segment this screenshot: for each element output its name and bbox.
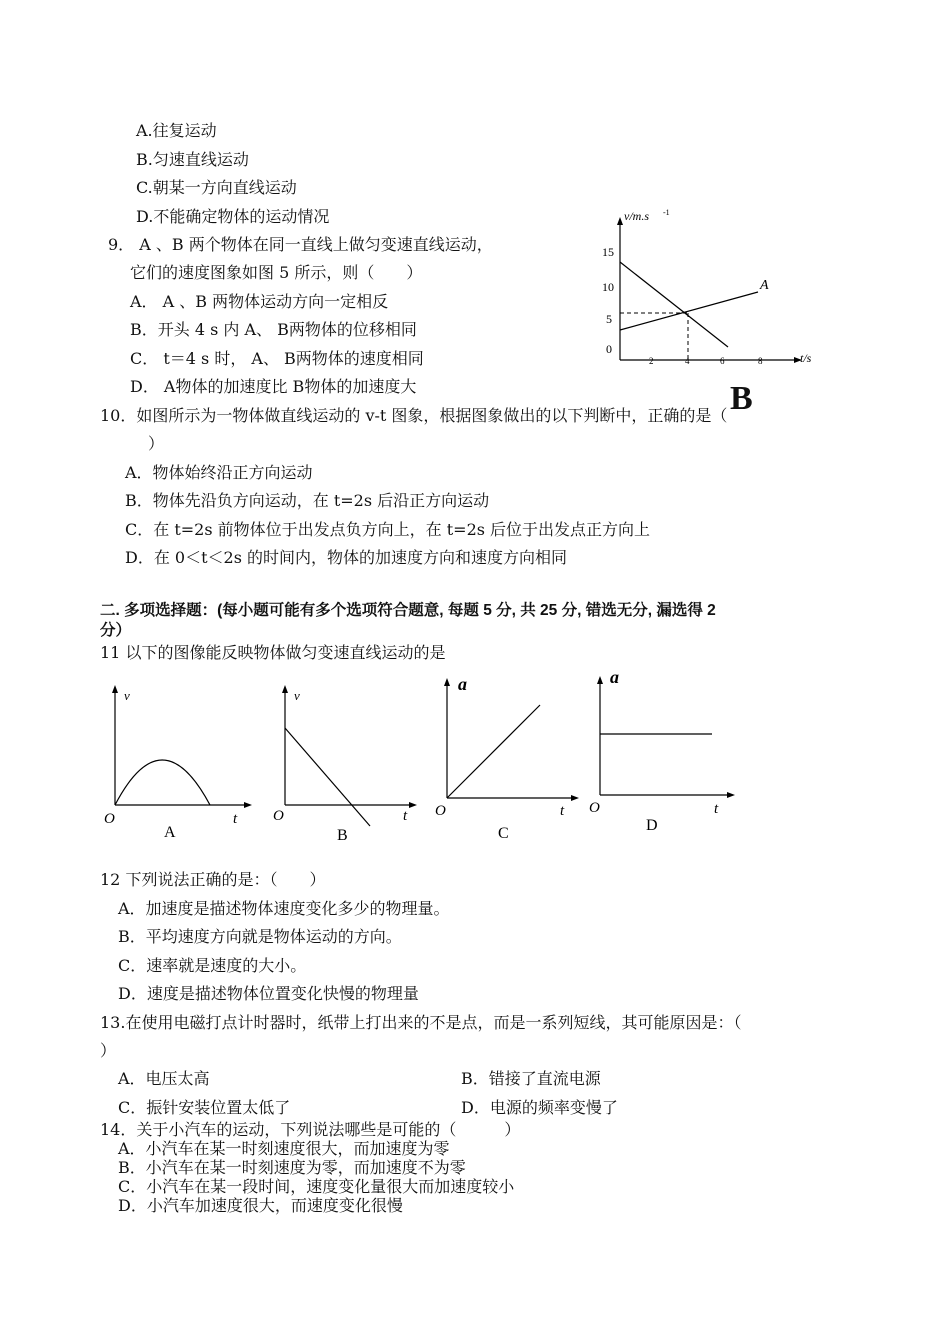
- q9-option-c: C． t＝4 s 时， A、 B两物体的速度相同: [130, 349, 424, 368]
- q13-option-c: C．振针安装位置太低了: [118, 1098, 291, 1117]
- section2-heading-line2: 分）: [100, 622, 132, 639]
- q11-a-y-label: v: [124, 688, 130, 703]
- q10-stem-line2: ）: [148, 434, 165, 453]
- q11-b-line: [285, 728, 370, 826]
- q12-option-a: A．加速度是描述物体速度变化多少的物理量。: [118, 899, 450, 918]
- q9-x-tick-6: 6: [720, 356, 725, 366]
- q13-option-d: D．电源的频率变慢了: [461, 1098, 618, 1117]
- q8-option-d: D.不能确定物体的运动情况: [136, 207, 330, 226]
- q13-stem-line2: ）: [100, 1041, 117, 1060]
- q14-option-b: B．小汽车在某一时刻速度为零，而加速度不为零: [118, 1158, 466, 1177]
- q10-option-c: C．在 t=2s 前物体位于出发点负方向上，在 t=2s 后位于出发点正方向上: [125, 520, 651, 539]
- q9-option-a: A． A 、B 两物体运动方向一定相反: [130, 292, 389, 311]
- q11-d-label: D: [646, 817, 658, 834]
- q9-line-a: [620, 292, 758, 330]
- q10-option-b: B．物体先沿负方向运动，在 t=2s 后沿正方向运动: [125, 491, 490, 510]
- q11-a-origin: O: [104, 811, 115, 827]
- q9-y-tick-10: 10: [602, 280, 614, 294]
- q11-c-line: [447, 705, 540, 798]
- q12-option-b: B．平均速度方向就是物体运动的方向。: [118, 927, 402, 946]
- q12-option-c: C．速率就是速度的大小。: [118, 956, 307, 975]
- q11-c-label: C: [498, 825, 509, 842]
- q14-stem: 14．关于小汽车的运动，下列说法哪些是可能的（ ）: [100, 1120, 521, 1139]
- q11-graph-d: [588, 665, 748, 840]
- q12-stem: 12 下列说法正确的是：（ ）: [100, 870, 326, 889]
- q11-graph-b: [270, 680, 430, 845]
- q9-y-axis-label: v/m.s: [624, 209, 649, 223]
- q9-option-b: B．开头 4 s 内 A、 B两物体的位移相同: [130, 320, 417, 339]
- q8-option-c: C.朝某一方向直线运动: [136, 178, 297, 197]
- q13-option-a: A．电压太高: [118, 1069, 210, 1088]
- q11-a-x-label: t: [233, 811, 238, 827]
- section2-heading-line1: 二. 多项选择题：(每小题可能有多个选项符合题意, 每题 5 分, 共 25 分, 错选无分, 漏选得 2: [100, 602, 716, 619]
- q9-x-tick-4: 4: [685, 356, 690, 366]
- q11-graph-c: [432, 670, 592, 845]
- q8-option-b: B.匀速直线运动: [136, 150, 249, 169]
- q13-stem-line1: 13.在使用电磁打点计时器时，纸带上打出来的不是点，而是一系列短线，其可能原因是：（: [100, 1013, 742, 1032]
- q11-b-label: B: [337, 827, 348, 844]
- q12-option-d: D．速度是描述物体位置变化快慢的物理量: [118, 984, 419, 1003]
- q9-line-b-label: B: [730, 380, 753, 417]
- q9-line-a-label: A: [760, 278, 769, 293]
- q11-c-x-label: t: [560, 803, 565, 819]
- q9-y-axis-sup: -1: [663, 208, 670, 217]
- q14-option-d: D．小汽车加速度很大，而速度变化很慢: [118, 1196, 403, 1215]
- q8-option-a: A.往复运动: [136, 121, 217, 140]
- q10-option-d: D．在 0＜t＜2s 的时间内，物体的加速度方向和速度方向相同: [125, 548, 568, 567]
- q11-d-x-label: t: [714, 801, 719, 817]
- q11-b-origin: O: [273, 808, 284, 824]
- q9-velocity-graph: [590, 205, 830, 380]
- q11-b-x-label: t: [403, 808, 408, 824]
- q11-c-y-label: a: [458, 674, 467, 694]
- q9-option-d: D． A物体的加速度比 B物体的加速度大: [130, 377, 417, 396]
- q9-y-tick-5: 5: [606, 312, 612, 326]
- q11-d-origin: O: [589, 800, 600, 816]
- q9-x-axis-label: t/s: [800, 351, 812, 365]
- q10-option-a: A．物体始终沿正方向运动: [125, 463, 313, 482]
- q9-stem-line1: 9． A 、B 两个物体在同一直线上做匀变速直线运动，: [108, 235, 493, 254]
- q11-a-label: A: [164, 824, 176, 841]
- q9-y-tick-15: 15: [602, 245, 614, 259]
- q11-a-curve: [115, 760, 210, 805]
- q11-d-y-label: a: [610, 667, 619, 687]
- q9-stem-line2: 它们的速度图象如图 5 所示，则（ ）: [130, 263, 423, 282]
- q11-c-origin: O: [435, 803, 446, 819]
- q14-option-a: A．小汽车在某一时刻速度很大，而加速度为零: [118, 1139, 450, 1158]
- q9-x-tick-2: 2: [649, 356, 654, 366]
- q9-x-tick-8: 8: [758, 356, 763, 366]
- q10-stem-line1: 10．如图所示为一物体做直线运动的 v-t 图象，根据图象做出的以下判断中，正确的是（: [100, 406, 728, 425]
- q14-option-c: C．小汽车在某一段时间，速度变化量很大而加速度较小: [118, 1177, 515, 1196]
- q9-y-tick-0: 0: [606, 342, 612, 356]
- q11-b-y-label: v: [294, 688, 300, 703]
- q11-graph-a: [100, 680, 260, 845]
- q11-stem: 11 以下的图像能反映物体做匀变速直线运动的是: [100, 643, 446, 662]
- q13-option-b: B．错接了直流电源: [461, 1069, 601, 1088]
